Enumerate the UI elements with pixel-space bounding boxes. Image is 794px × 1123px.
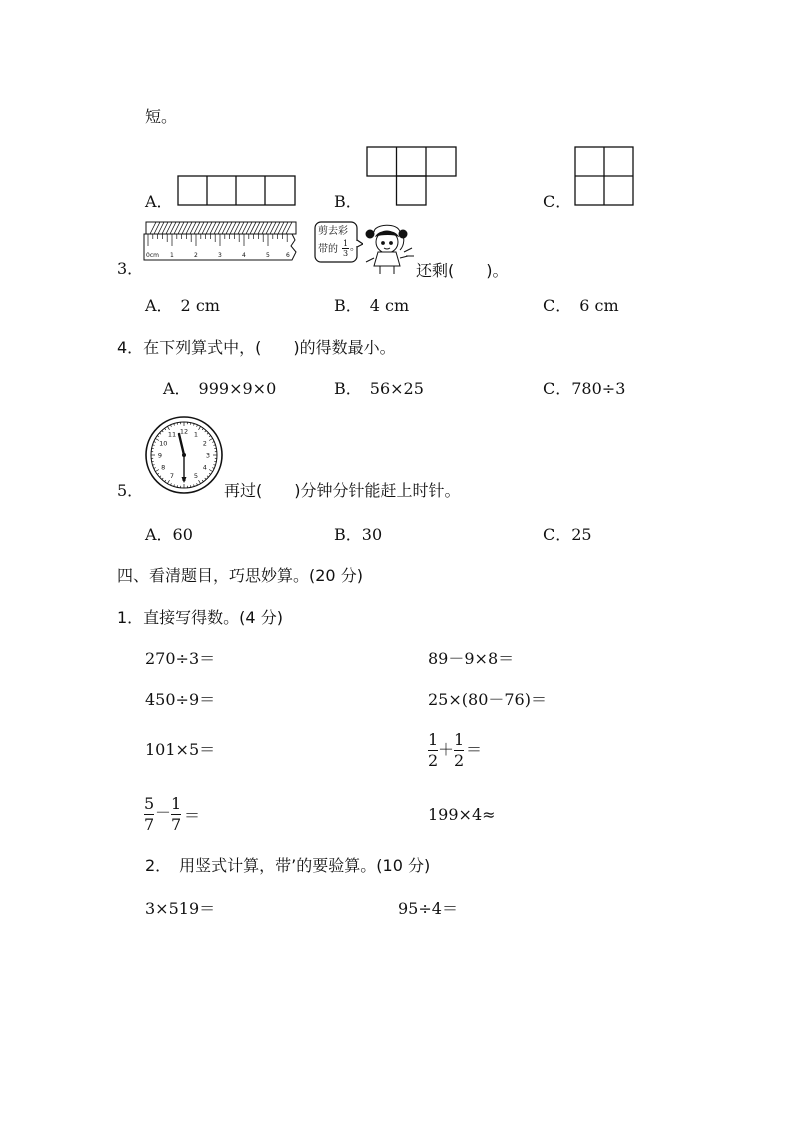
q3-question-tail: 还剩( )。 [416,261,509,280]
vertical-calc-a: 3×519＝ [145,899,216,918]
fraction-numerator: 1 [171,794,182,813]
section-4-title: 四、看清题目，巧思妙算。(20 分) [117,566,363,585]
q2-option-c-figure [574,146,636,208]
fraction-denominator: 2 [454,751,465,770]
q5-number: 5． [117,481,144,500]
fraction-denominator: 7 [144,815,155,834]
q3-option-c[interactable]: C． 6 cm [543,296,619,315]
q4-option-a[interactable]: A． 999×9×0 [163,379,277,398]
ruler-tick-label: 5 [266,252,270,259]
q4-question-text: 4．在下列算式中，( )的得数最小。 [117,338,396,357]
clock-number: 2 [202,439,207,448]
q2-option-a-figure [177,175,297,207]
ruler-tick-label: 0cm [146,252,159,259]
q3-ruler-figure [142,220,302,264]
q3-bubble-line1: 剪去彩 [318,226,348,237]
calc-item-h: 199×4≈ [428,805,496,824]
girl-illustration [360,222,416,276]
clock-center [182,453,186,457]
calc-item-f-operator: ＋ [438,740,455,759]
section-4-part1-title: 1．直接写得数。(4 分) [117,608,283,627]
ruler-tick-label: 1 [170,252,174,259]
q3-option-a[interactable]: A． 2 cm [145,296,220,315]
calc-item-g-fraction-2 [171,794,181,835]
q2-option-b-figure [366,146,458,208]
vertical-calc-b: 95÷4＝ [398,899,458,918]
q3-number: 3． [117,259,144,278]
clock-number: 12 [179,427,189,436]
ruler-tick-label: 3 [218,252,222,259]
fraction-denominator: 7 [171,815,182,834]
calc-item-d: 25×(80－76)＝ [428,690,547,709]
calc-item-b: 89－9×8＝ [428,649,515,668]
q3-option-b[interactable]: B． 4 cm [334,296,410,315]
fraction-numerator: 1 [342,239,349,248]
q5-option-c[interactable]: C．25 [543,525,592,544]
clock-figure [144,415,224,495]
clock-number: 7 [169,472,175,481]
q4-option-c[interactable]: C．780÷3 [543,379,626,398]
clock-number: 5 [193,472,199,481]
q5-option-a[interactable]: A．60 [145,525,193,544]
ruler-tick-label: 4 [242,252,246,259]
clock-number: 11 [167,430,177,439]
ruler-tick-label: 6 [286,252,290,259]
fraction-denominator: 2 [428,751,439,770]
calc-item-e: 101×5＝ [145,740,216,759]
calc-item-g-operator: － [155,803,172,822]
fraction-denominator: 3 [342,249,349,258]
section-4-part2-title: 2． 用竖式计算，带’的要验算。(10 分) [145,856,431,875]
q3-bubble-fraction [342,239,349,258]
q3-bubble-end: 。 [350,242,360,253]
q2-option-c-label[interactable]: C． [543,192,572,211]
fraction-numerator: 5 [144,794,155,813]
q3-bubble-line2: 带的 [318,244,338,255]
clock-number: 8 [161,463,166,472]
ruler-tick-label: 2 [194,252,198,259]
q2-option-b-label[interactable]: B． [334,192,362,211]
clock-number: 1 [193,430,199,439]
calc-item-f-fraction-2 [454,730,464,771]
clock-number: 10 [159,439,168,448]
clock-number: 4 [202,463,207,472]
calc-item-f-fraction-1 [428,730,438,771]
q2-option-a-label[interactable]: A． [145,192,173,211]
q5-question-tail: 再过( )分钟分针能赶上时针。 [224,481,461,500]
calc-item-c: 450÷9＝ [145,690,216,709]
q5-option-b[interactable]: B．30 [334,525,383,544]
clock-number: 3 [205,451,211,460]
clock-number: 9 [157,451,163,460]
q4-option-b[interactable]: B． 56×25 [334,379,424,398]
q2-tail-text: 短。 [145,107,178,126]
calc-item-a: 270÷3＝ [145,649,216,668]
calc-item-g-fraction-1 [144,794,154,835]
fraction-numerator: 1 [454,730,465,749]
calc-item-g-equals: ＝ [184,806,201,825]
fraction-numerator: 1 [428,730,439,749]
calc-item-f-equals: ＝ [466,740,483,759]
